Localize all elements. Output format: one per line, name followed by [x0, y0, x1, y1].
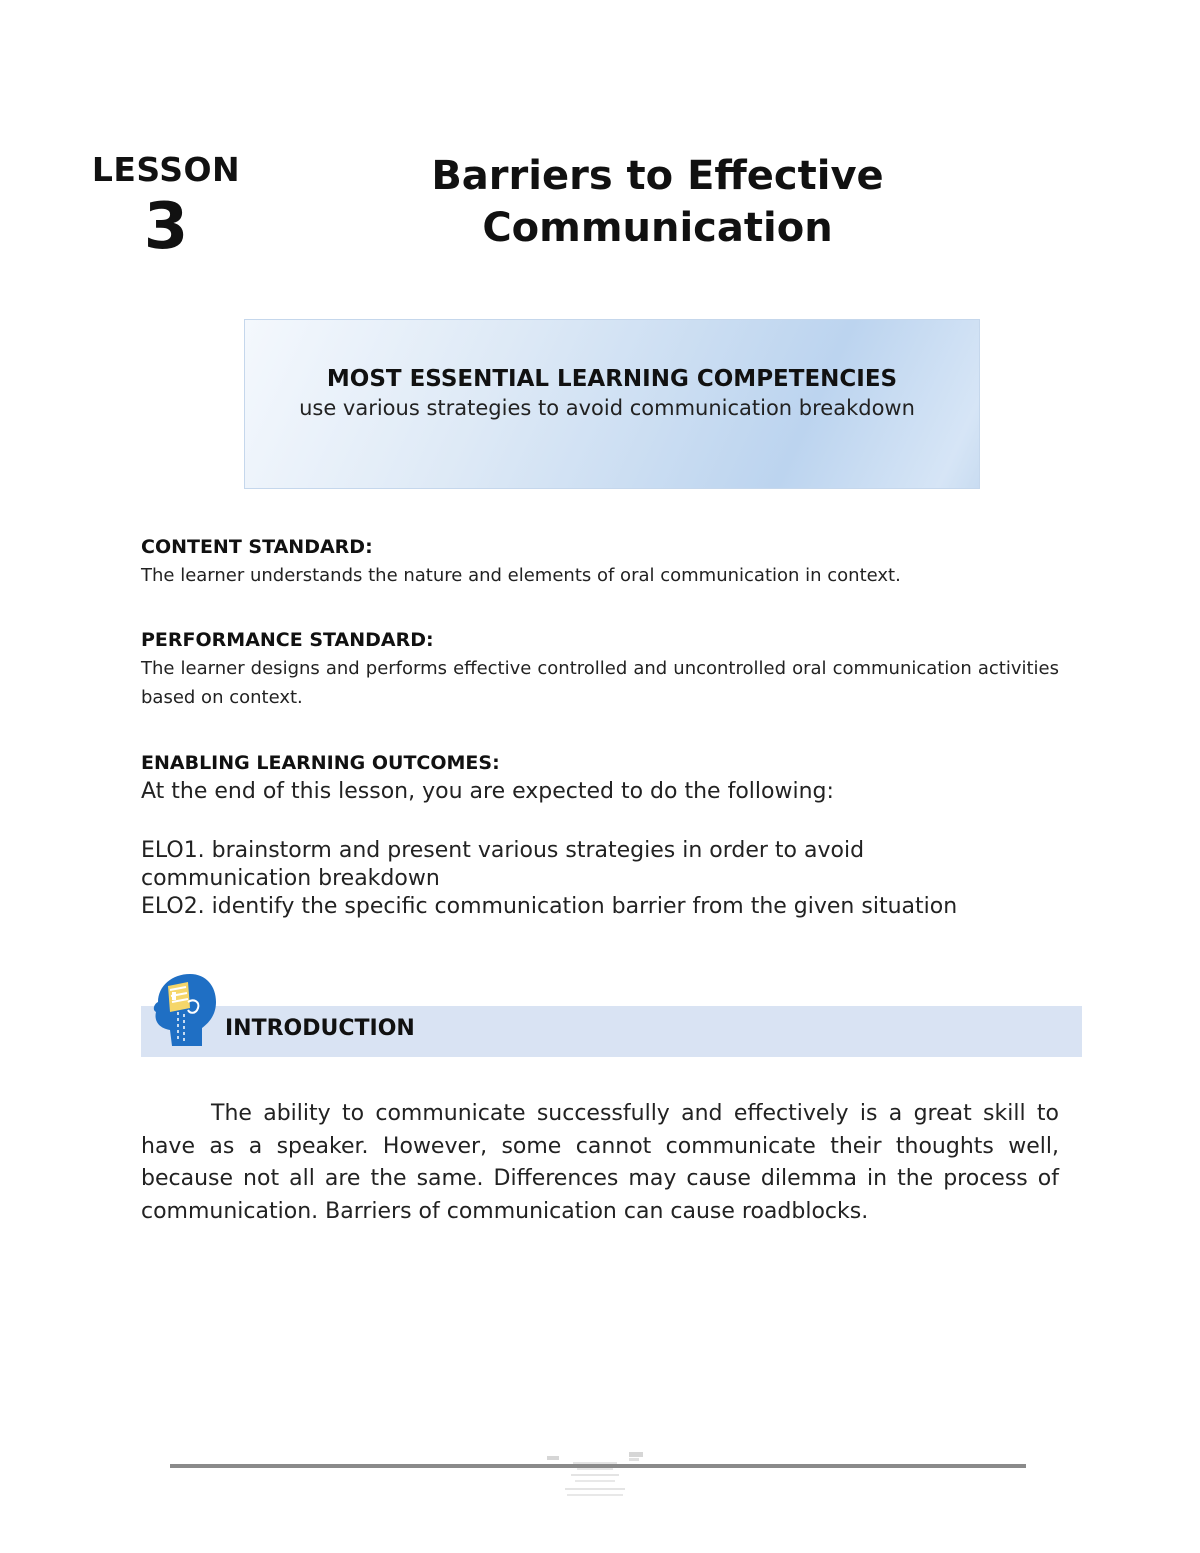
- lesson-title-line-2: Communication: [482, 205, 833, 251]
- content-standard-heading: CONTENT STANDARD:: [141, 536, 373, 558]
- introduction-paragraph: The ability to communicate successfully and effectively is a great skill to have as a speaker. However, some cannot communicate their thoughts well, because not all are the same. Differences may cause dilemma in the process of communication. Barriers of communication can cause roadblocks.: [141, 1101, 1059, 1224]
- lesson-title-line-1: Barriers to Effective: [431, 153, 884, 199]
- melc-text: use various strategies to avoid communication breakdown: [299, 396, 915, 420]
- content-standard-text: The learner understands the nature and elements of oral communication in context.: [141, 565, 901, 586]
- melc-box: [244, 319, 980, 489]
- footer-faint-logo: [545, 1450, 645, 1500]
- elo-1: ELO1. brainstorm and present various strategies in order to avoid communication breakdown: [141, 838, 865, 891]
- enabling-outcomes-section: [141, 750, 1059, 921]
- thinking-head-icon: [148, 972, 220, 1048]
- elo-2: ELO2. identify the specific communication barrier from the given situation: [141, 894, 958, 919]
- lesson-number: 3: [143, 190, 189, 264]
- introduction-heading: INTRODUCTION: [225, 1016, 415, 1041]
- enabling-outcomes-lead: At the end of this lesson, you are expected to do the following:: [141, 779, 834, 804]
- performance-standard-section: [141, 627, 1059, 712]
- enabling-outcomes-heading: ENABLING LEARNING OUTCOMES:: [141, 752, 500, 774]
- lesson-label: LESSON: [91, 150, 241, 189]
- content-standard-section: [141, 534, 1059, 590]
- performance-standard-heading: PERFORMANCE STANDARD:: [141, 629, 434, 651]
- melc-heading: MOST ESSENTIAL LEARNING COMPETENCIES: [326, 366, 898, 392]
- performance-standard-text: The learner designs and performs effective controlled and uncontrolled oral communication activities based on context.: [141, 658, 1059, 708]
- lesson-title: [380, 150, 935, 254]
- lesson-label-block: [84, 148, 248, 264]
